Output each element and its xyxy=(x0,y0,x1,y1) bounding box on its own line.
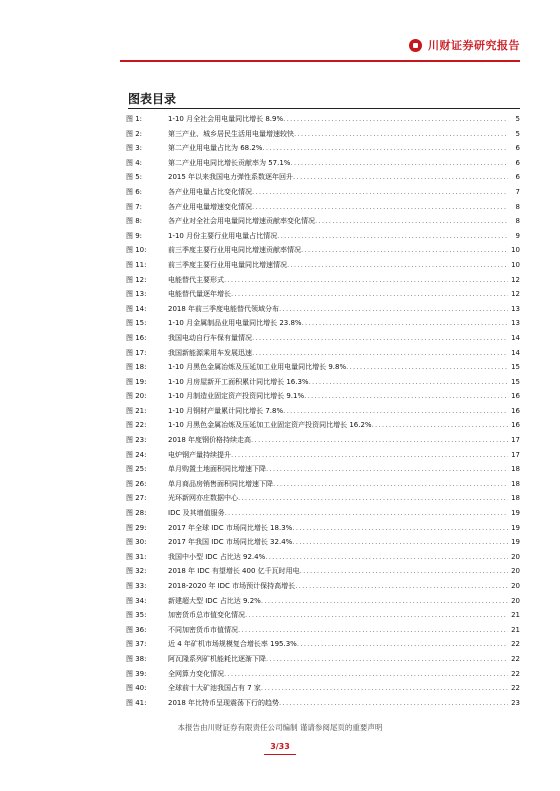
toc-entry-page: 20 xyxy=(511,582,520,590)
toc-entry-caption[interactable]: 第三产业、城乡居民生活用电量增速较快 . . . xyxy=(168,127,508,142)
toc-entry-caption[interactable]: 各产业对全社会用电量同比增速贡献率变化情况 . . . xyxy=(168,214,508,229)
toc-entry[interactable] xyxy=(120,681,520,696)
toc-entry-page: 9 xyxy=(515,231,520,240)
toc-entry-page: 21 xyxy=(511,611,520,620)
toc-entry-caption[interactable]: 我国中小型 IDC 占比达 92.4% . . . xyxy=(168,550,508,565)
page-number: 3/33 xyxy=(270,742,290,751)
toc-entry-caption[interactable]: 全网算力变化情况 . . . xyxy=(168,667,508,682)
toc-entry-caption[interactable]: 单月购置土地面积同比增速下降 . . . xyxy=(168,462,508,477)
toc-entry-caption[interactable]: 第二产业用电量占比为 68.2% . . . xyxy=(168,141,508,156)
toc-entry[interactable] xyxy=(120,360,520,375)
toc-entry-page: 10 xyxy=(511,260,520,269)
toc-entry[interactable] xyxy=(120,156,520,171)
toc-entry[interactable] xyxy=(120,506,520,521)
toc-entry[interactable] xyxy=(120,302,520,317)
toc-entry[interactable] xyxy=(120,331,520,346)
toc-entry[interactable] xyxy=(120,214,520,229)
toc-entry-page: 20 xyxy=(511,567,520,576)
toc-entry-page: 13 xyxy=(511,304,520,313)
toc-entry-caption[interactable]: 前三季度主要行业用电量同比增速情况 . . . xyxy=(168,258,508,273)
header-title: 川财证券研究报告 xyxy=(428,39,520,52)
toc-entry[interactable] xyxy=(120,229,520,244)
toc-entry-label: 图 17: xyxy=(126,348,147,357)
toc-entry-label: 图 16: xyxy=(126,333,147,342)
toc-entry-caption[interactable]: 2015 年以来我国电力弹性系数逐年回升 . . . xyxy=(168,170,508,185)
toc-entry-caption[interactable]: 1-10 月制造业固定资产投资同比增长 9.1% . . . xyxy=(168,389,508,404)
toc-entry-caption[interactable]: 1-10 月黑色金属冶炼及压延加工业固定资产投资同比增长 16.2% . . . xyxy=(168,418,508,433)
toc-entry-label: 图 32: xyxy=(126,567,147,576)
toc-entry-caption[interactable]: 我国新能源乘用车发展迅速 . . . xyxy=(168,346,508,361)
toc-entry-page: 6 xyxy=(515,173,520,182)
toc-entry[interactable] xyxy=(120,418,520,433)
toc-entry[interactable] xyxy=(120,389,520,404)
toc-title-divider xyxy=(128,108,520,109)
toc-entry[interactable] xyxy=(120,491,520,506)
toc-entry-caption[interactable]: 1-10 月黑色金属冶炼及压延加工业用电量同比增长 9.8% . . . xyxy=(168,360,508,375)
toc-entry-page: 8 xyxy=(515,202,520,211)
toc-entry[interactable] xyxy=(120,433,520,448)
toc-entry-page: 19 xyxy=(511,523,520,532)
toc-entry-label: 图 26: xyxy=(126,479,147,488)
toc-entry-page: 7 xyxy=(515,187,520,196)
toc-entry-label: 图 9: xyxy=(126,231,143,240)
toc-entry-page: 16 xyxy=(511,421,520,430)
toc-entry-caption[interactable]: 新建超大型 IDC 占比达 9.2% . . . xyxy=(168,594,508,609)
toc-entry-page: 12 xyxy=(511,275,520,284)
toc-entry[interactable] xyxy=(120,404,520,419)
toc-entry-page: 14 xyxy=(511,348,520,357)
toc-entry-caption[interactable]: 2018 年比特币呈现震荡下行的趋势 . . . xyxy=(168,696,508,711)
toc-entry-page: 20 xyxy=(511,596,520,605)
toc-entry-label: 图 38: xyxy=(126,654,147,663)
header-divider xyxy=(120,60,520,62)
toc-entry-label: 图 29: xyxy=(126,523,147,532)
toc-entry-label: 图 41: xyxy=(126,698,147,707)
toc-entry[interactable] xyxy=(120,564,520,579)
toc-entry-caption[interactable]: 1-10 月全社会用电量同比增长 8.9% . . . xyxy=(168,112,508,127)
toc-entry-caption[interactable]: 1-10 月房屋新开工面积累计同比增长 16.3% . . . xyxy=(168,375,508,390)
toc-entry-caption[interactable]: 电能替代量逐年增长 . . . xyxy=(168,287,508,302)
toc-entry-caption[interactable]: 1-10 月钢材产量累计同比增长 7.8% . . . xyxy=(168,404,508,419)
toc-entry-page: 16 xyxy=(511,392,520,401)
toc-entry-page: 13 xyxy=(511,319,520,328)
toc-entry-label: 图 8: xyxy=(126,217,143,226)
toc-entry-page: 14 xyxy=(511,333,520,342)
toc-entry-label: 图 34: xyxy=(126,596,147,605)
toc-entry[interactable] xyxy=(120,477,520,492)
toc-entry[interactable] xyxy=(120,185,520,200)
toc-entry-label: 图 39: xyxy=(126,669,147,678)
toc-entry-caption[interactable]: 2018 年 IDC 有望增长 400 亿千瓦时用电 . . . xyxy=(168,564,508,579)
toc-entry-page: 22 xyxy=(511,640,520,649)
company-logo-icon xyxy=(409,39,422,52)
toc-entry-page: 10 xyxy=(511,246,520,255)
toc-entry[interactable] xyxy=(120,273,520,288)
toc-entry-page: 19 xyxy=(511,538,520,547)
toc-list xyxy=(120,112,520,710)
toc-entry-label: 图 11: xyxy=(126,260,147,269)
page-number-divider xyxy=(264,754,296,755)
toc-entry[interactable] xyxy=(120,521,520,536)
toc-entry-label: 图 6: xyxy=(126,187,143,196)
toc-entry-caption[interactable]: 电炉钢产量持续提升 . . . xyxy=(168,448,508,463)
toc-entry[interactable] xyxy=(120,462,520,477)
toc-entry-caption[interactable]: 阿瓦隆系列矿机能耗比逐渐下降 . . . xyxy=(168,652,508,667)
toc-entry[interactable] xyxy=(120,550,520,565)
toc-entry-label: 图 37: xyxy=(126,640,147,649)
toc-entry-label: 图 23: xyxy=(126,436,147,445)
toc-entry[interactable] xyxy=(120,200,520,215)
toc-entry-label: 图 5: xyxy=(126,173,143,182)
toc-entry-page: 22 xyxy=(511,654,520,663)
toc-entry[interactable] xyxy=(120,535,520,550)
toc-entry-page: 16 xyxy=(511,406,520,415)
toc-entry[interactable] xyxy=(120,375,520,390)
toc-title: 图表目录 xyxy=(128,92,177,106)
toc-entry[interactable] xyxy=(120,243,520,258)
toc-entry[interactable] xyxy=(120,346,520,361)
toc-entry[interactable] xyxy=(120,170,520,185)
toc-entry-page: 18 xyxy=(511,494,520,503)
toc-entry[interactable] xyxy=(120,652,520,667)
toc-entry-page: 15 xyxy=(511,363,520,372)
footer-disclaimer: 本报告由川财证券有限责任公司编制 谨请参阅尾页的重要声明 xyxy=(177,723,383,732)
toc-entry-caption[interactable]: 各产业用电量占比变化情况 . . . xyxy=(168,185,508,200)
toc-entry[interactable] xyxy=(120,112,520,127)
toc-entry[interactable] xyxy=(120,258,520,273)
toc-entry[interactable] xyxy=(120,696,520,711)
toc-entry-label: 图 18: xyxy=(126,363,147,372)
toc-entry[interactable] xyxy=(120,141,520,156)
toc-entry-caption[interactable]: 1-10 月金属制品业用电量同比增长 23.8% . . . xyxy=(168,316,508,331)
toc-entry-label: 图 22: xyxy=(126,421,147,430)
toc-entry-page: 6 xyxy=(515,158,520,167)
toc-entry-caption[interactable]: IDC 及其增值服务 . . . xyxy=(168,506,508,521)
toc-entry-label: 图 4: xyxy=(126,158,143,167)
toc-entry-label: 图 10: xyxy=(126,246,147,255)
toc-entry-label: 图 20: xyxy=(126,392,147,401)
toc-entry-label: 图 33: xyxy=(126,582,147,590)
toc-entry[interactable] xyxy=(120,579,520,594)
toc-entry-label: 图 36: xyxy=(126,625,147,634)
toc-entry-page: 21 xyxy=(511,625,520,634)
toc-entry-label: 图 35: xyxy=(126,611,147,620)
toc-entry[interactable] xyxy=(120,637,520,652)
toc-entry-label: 图 27: xyxy=(126,494,147,503)
toc-entry-caption[interactable]: 2018 年度钢价格持续走高 . . . xyxy=(168,433,508,448)
toc-entry-label: 图 28: xyxy=(126,509,147,518)
toc-entry-label: 图 13: xyxy=(126,290,147,299)
toc-entry-page: 23 xyxy=(511,698,520,707)
toc-entry-caption[interactable]: 光环新网亦庄数据中心 . . . xyxy=(168,491,508,506)
toc-entry-caption[interactable]: 各产业用电量增速变化情况 . . . xyxy=(168,200,508,215)
toc-entry-caption[interactable]: 电能替代主要形式 . . . xyxy=(168,273,508,288)
toc-entry-page: 15 xyxy=(511,377,520,386)
toc-entry[interactable] xyxy=(120,594,520,609)
toc-entry-label: 图 21: xyxy=(126,406,147,415)
toc-entry-label: 图 24: xyxy=(126,450,147,459)
toc-entry-page: 18 xyxy=(511,465,520,474)
toc-entry-caption[interactable]: 单月商品房销售面积同比增速下降 . . . xyxy=(168,477,508,492)
toc-entry[interactable] xyxy=(120,667,520,682)
toc-entry-label: 图 3: xyxy=(126,144,143,153)
toc-entry-caption[interactable]: 2017 年我国 IDC 市场同比增长 32.4% . . . xyxy=(168,535,508,550)
toc-entry[interactable] xyxy=(120,127,520,142)
toc-entry-page: 22 xyxy=(511,684,520,693)
toc-entry[interactable] xyxy=(120,287,520,302)
toc-entry-page: 5 xyxy=(515,115,520,123)
toc-entry-label: 图 14: xyxy=(126,304,147,313)
toc-entry-page: 19 xyxy=(511,509,520,518)
toc-entry-caption[interactable]: 不同加密货币市值情况 . . . xyxy=(168,623,508,638)
toc-entry-caption[interactable]: 加密货币总市值变化情况 . . . xyxy=(168,608,508,623)
toc-entry[interactable] xyxy=(120,448,520,463)
toc-entry-caption[interactable]: 1-10 月份主要行业用电量占比情况 . . . xyxy=(168,229,508,244)
toc-entry-page: 8 xyxy=(515,217,520,226)
toc-entry-caption[interactable]: 我国电动自行车保有量情况 . . . xyxy=(168,331,508,346)
toc-entry-caption[interactable]: 第二产业用电同比增长贡献率为 57.1% . . . xyxy=(168,156,508,171)
toc-entry-page: 6 xyxy=(515,144,520,153)
toc-entry-label: 图 19: xyxy=(126,377,147,386)
toc-entry-label: 图 30: xyxy=(126,538,147,547)
toc-entry[interactable] xyxy=(120,623,520,638)
toc-entry[interactable] xyxy=(120,316,520,331)
toc-entry-label: 图 7: xyxy=(126,202,143,211)
toc-entry-label: 图 1: xyxy=(126,115,143,123)
toc-entry-caption[interactable]: 2018 年前三季度电能替代领域分布 . . . xyxy=(168,302,508,317)
toc-entry-page: 17 xyxy=(511,436,520,445)
toc-entry-caption[interactable]: 2018-2020 年 IDC 市场预计保持高增长 . . . xyxy=(168,579,508,594)
toc-entry-caption[interactable]: 前三季度主要行业用电同比增速贡献率情况 . . . xyxy=(168,243,508,258)
toc-entry-page: 17 xyxy=(511,450,520,459)
toc-entry-page: 20 xyxy=(511,552,520,561)
toc-entry-page: 5 xyxy=(515,129,520,138)
toc-entry-label: 图 15: xyxy=(126,319,147,328)
toc-entry-label: 图 40: xyxy=(126,684,147,693)
toc-entry-label: 图 12: xyxy=(126,275,147,284)
toc-entry-label: 图 2: xyxy=(126,129,143,138)
report-header xyxy=(120,34,520,56)
toc-entry-page: 12 xyxy=(511,290,520,299)
toc-entry-page: 18 xyxy=(511,479,520,488)
toc-entry-caption[interactable]: 全球前十大矿池我国占有 7 家 . . . xyxy=(168,681,508,696)
toc-entry-page: 22 xyxy=(511,669,520,678)
toc-entry[interactable] xyxy=(120,608,520,623)
toc-entry-label: 图 25: xyxy=(126,465,147,474)
toc-entry-caption[interactable]: 近 4 年矿机市场规模复合增长率 195.3% . . . xyxy=(168,637,508,652)
toc-entry-caption[interactable]: 2017 年全球 IDC 市场同比增长 18.3% . . . xyxy=(168,521,508,536)
toc-entry-label: 图 31: xyxy=(126,552,147,561)
